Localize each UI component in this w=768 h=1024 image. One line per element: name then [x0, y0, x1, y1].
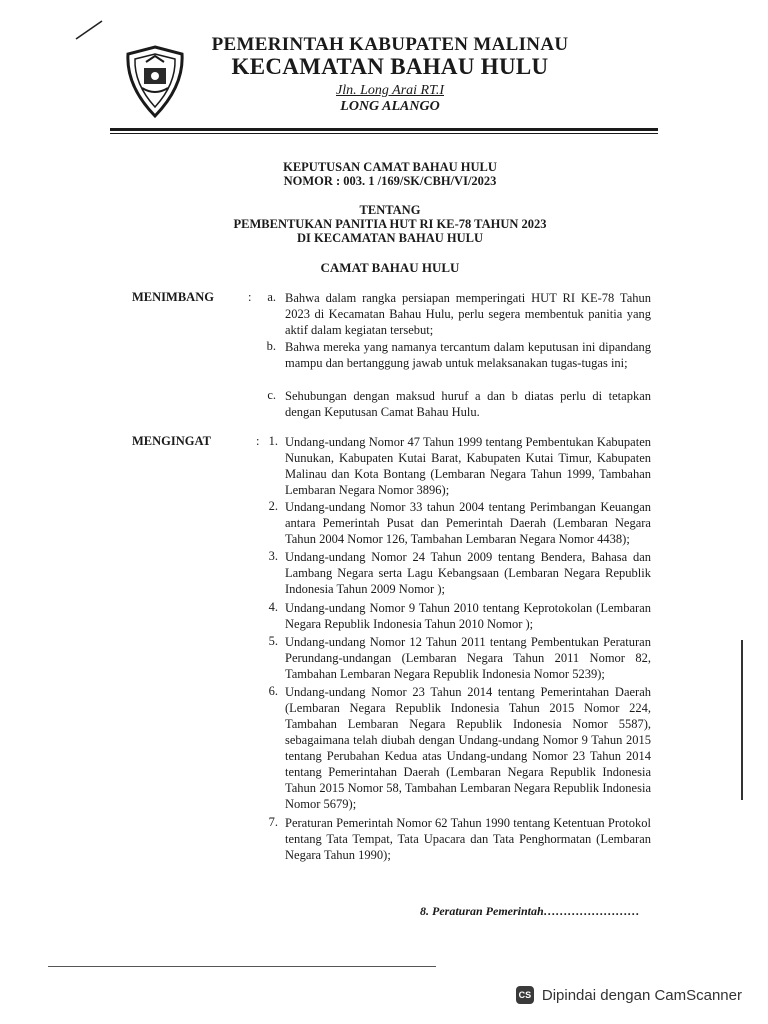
decree-issuer: CAMAT BAHAU HULU — [320, 260, 460, 275]
letterhead — [200, 34, 580, 115]
letterhead-rule-thick — [110, 128, 658, 131]
mengingat-item-3: Undang-undang Nomor 24 Tahun 2009 tentang Bendera, Bahasa dan Lambang Negara serta Lagu Kebangsaan (Lembaran Negara Republik Indonesia Tahun 2009 Nomor ); — [285, 550, 651, 596]
continuation-note: 8. Peraturan Pemerintah…………………… — [420, 904, 640, 918]
letterhead-district: KECAMATAN BAHAU HULU — [231, 54, 549, 79]
pen-mark-icon — [72, 18, 106, 42]
bottom-divider — [48, 966, 436, 967]
menimbang-label: MENIMBANG — [132, 290, 214, 304]
letterhead-government: PEMERINTAH KABUPATEN MALINAU — [211, 34, 569, 55]
menimbang-marker-b: b. — [266, 339, 276, 353]
decree-heading — [160, 160, 620, 188]
menimbang-item-c: Sehubungan dengan maksud huruf a dan b diatas perlu di tetapkan dengan Keputusan Camat Bahau Hulu. — [285, 389, 651, 419]
mengingat-item-4: Undang-undang Nomor 9 Tahun 2010 tentang Keprotokolan (Lembaran Negara Republik Indonesia Tahun 2010 Nomor ); — [285, 601, 651, 631]
letterhead-city: LONG ALANGO — [340, 99, 440, 114]
mengingat-marker-4: 4. — [268, 600, 278, 614]
letterhead-address: Jln. Long Arai RT.I — [336, 83, 444, 98]
menimbang-marker-c: c. — [267, 388, 276, 402]
camscanner-watermark — [516, 986, 742, 1004]
decree-title: KEPUTUSAN CAMAT BAHAU HULU — [283, 160, 497, 174]
decree-subject-line1: PEMBENTUKAN PANITIA HUT RI KE-78 TAHUN 2023 — [233, 217, 547, 231]
mengingat-marker-6: 6. — [268, 684, 278, 698]
mengingat-item-5: Undang-undang Nomor 12 Tahun 2011 tentang Pembentukan Peraturan Perundang-undangan (Lembaran Negara Tahun 2011 Nomor 82, Tambahan Lembaran Negara Republik Indonesia Nomor 5239); — [285, 635, 651, 681]
decree-subject-line2: DI KECAMATAN BAHAU HULU — [297, 231, 483, 245]
regency-emblem-icon — [122, 44, 188, 120]
mengingat-marker-1: 1. — [268, 434, 278, 448]
letterhead-rule-thin — [110, 133, 658, 134]
mengingat-marker-2: 2. — [268, 499, 278, 513]
mengingat-item-2: Undang-undang Nomor 33 tahun 2004 tentang Perimbangan Keuangan antara Pemerintah Pusat dan Pemerintah Daerah (Lembaran Negara Tahun 2004 Nomor 126, Tambahan Lembaran Negara Nomor 4438); — [285, 500, 651, 546]
decree-subject — [160, 203, 620, 245]
menimbang-item-b: Bahwa mereka yang namanya tercantum dalam keputusan ini dipandang mampu dan bertanggung jawab untuk melaksanakan tugas-tugas ini; — [285, 340, 651, 370]
mengingat-item-7: Peraturan Pemerintah Nomor 62 Tahun 1990 tentang Ketentuan Protokol tentang Tata Tempat, Tata Upacara dan Tata Penghormatan (Lembaran Negara Tahun 1990); — [285, 816, 651, 862]
decree-about: TENTANG — [359, 203, 421, 217]
mengingat-item-6: Undang-undang Nomor 23 Tahun 2014 tentang Pemerintahan Daerah (Lembaran Negara Republik Indonesia Tahun 2015 Nomor 224, Tambahan Lembaran Negara Republik Indonesia Nomor 5587), sebagaimana telah diubah dengan Undang-undang Nomor 9 Tahun 2015 tentang Perubahan Kedua atas Undang-undang Nomor 23 Tahun 2014 tentang Pemerintahan Daerah (Lembaran Negara Republik Indonesia Tahun 2015 Nomor 58, Tambahan Lembaran Negara Republik Indonesia Nomor 5679); — [285, 685, 651, 811]
mengingat-marker-7: 7. — [268, 815, 278, 829]
mengingat-colon: : — [256, 434, 260, 448]
scan-edge-mark — [741, 640, 743, 800]
mengingat-label: MENGINGAT — [132, 434, 211, 448]
camscanner-logo-icon: CS — [516, 986, 534, 1004]
decree-number: NOMOR : 003. 1 /169/SK/CBH/VI/2023 — [283, 174, 497, 188]
mengingat-marker-5: 5. — [268, 634, 278, 648]
menimbang-item-a: Bahwa dalam rangka persiapan memperingati HUT RI KE-78 Tahun 2023 di Kecamatan Bahau Hulu, perlu segera membentuk panitia yang aktif dalam kegiatan tersebut; — [285, 291, 651, 337]
menimbang-marker-a: a. — [267, 290, 276, 304]
camscanner-text: Dipindai dengan CamScanner — [541, 986, 742, 1004]
menimbang-colon: : — [248, 290, 252, 304]
mengingat-marker-3: 3. — [268, 549, 278, 563]
mengingat-item-1: Undang-undang Nomor 47 Tahun 1999 tentang Pembentukan Kabupaten Nunukan, Kabupaten Kutai Barat, Kabupaten Kutai Timur, Kabupaten Malinau dan Kota Bontang (Lembaran Negara Tahun 1999, Tambahan Lembaran Negara Nomor 3896); — [285, 435, 651, 497]
